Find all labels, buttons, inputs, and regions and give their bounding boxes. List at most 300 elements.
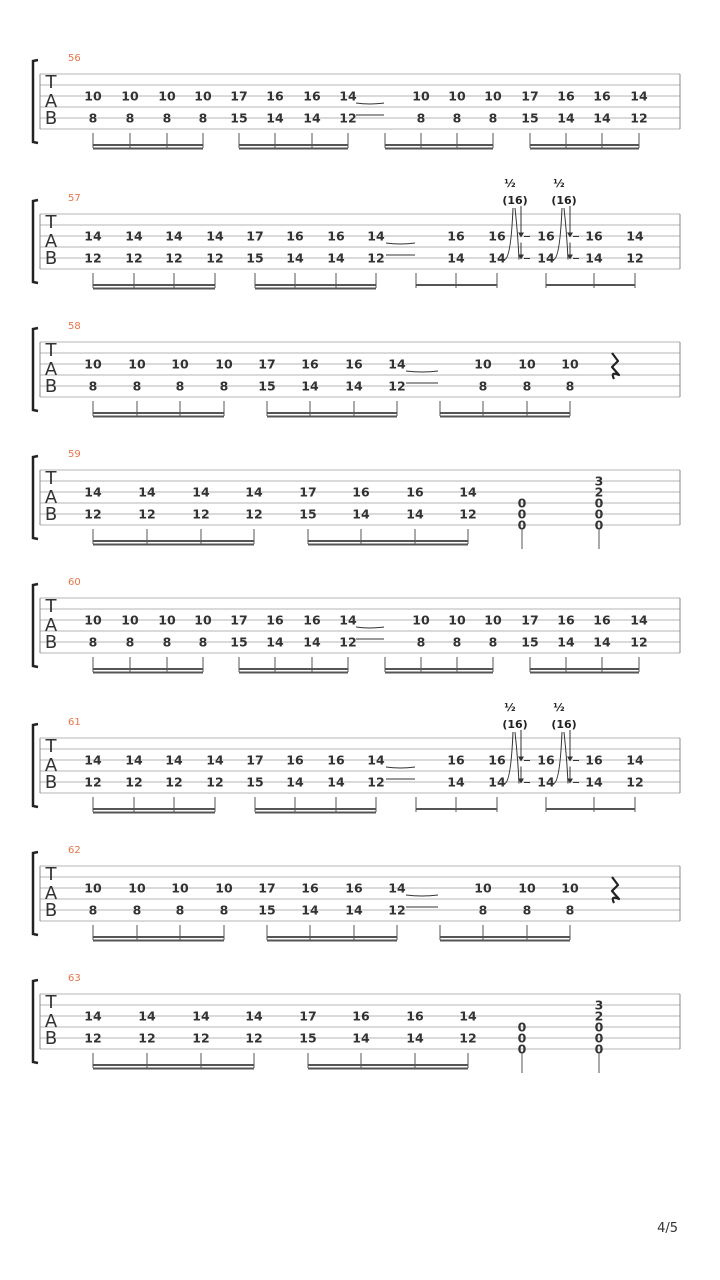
tab-system [33, 321, 680, 418]
fret-number: 14 [459, 484, 477, 500]
system-brace [33, 200, 38, 283]
fret-number: 8 [88, 378, 98, 394]
beam [255, 808, 376, 810]
fret-number: 12 [459, 506, 477, 522]
bend-amount: ½ [553, 177, 565, 190]
system-brace [33, 852, 38, 935]
fret-number: 14 [447, 250, 465, 266]
beam [93, 284, 215, 286]
fret-number: 0 [594, 495, 604, 511]
fret-number: 3 [594, 997, 604, 1013]
fret-number: 16 [345, 356, 363, 372]
fret-number: 14 [125, 228, 143, 244]
fret-number: 12 [339, 634, 357, 650]
fret-number: 14 [303, 634, 321, 650]
fret-number: 16 [585, 752, 603, 768]
fret-number: 14 [345, 902, 363, 918]
measure-number: 60 [68, 577, 81, 588]
fret-number: 14 [84, 752, 102, 768]
fret-number: 17 [258, 880, 276, 896]
fret-number: 15 [299, 506, 317, 522]
fret-number: 0 [517, 517, 527, 533]
fret-number: 8 [88, 902, 98, 918]
fret-number: 8 [522, 902, 532, 918]
fret-number: 12 [367, 774, 385, 790]
tab-clef-letter: B [44, 632, 58, 653]
beam [385, 672, 493, 674]
beam [416, 284, 497, 286]
fret-number: 8 [175, 902, 185, 918]
tab-clef-letter: B [44, 772, 58, 793]
fret-number: 15 [246, 774, 264, 790]
beam [93, 940, 224, 942]
beam [239, 148, 348, 150]
tab-clef-letter: T [45, 596, 57, 617]
fret-number: 12 [84, 250, 102, 266]
fret-number: 14 [339, 612, 357, 628]
beam [93, 544, 254, 546]
fret-number: 10 [412, 88, 430, 104]
fret-number: 12 [192, 1030, 210, 1046]
bend-amount: ½ [504, 701, 516, 714]
fret-number: 8 [198, 634, 208, 650]
fret-number: 10 [215, 880, 233, 896]
beam [416, 808, 497, 810]
bend-arrowhead [567, 757, 573, 762]
beam [255, 812, 376, 814]
beam [308, 1064, 468, 1066]
fret-number: 14 [339, 88, 357, 104]
fret-number: 14 [630, 612, 648, 628]
fret-number: 14 [593, 110, 611, 126]
bend-prebend: (16) [502, 194, 528, 207]
fret-number: 14 [245, 1008, 263, 1024]
fret-number: 10 [84, 88, 102, 104]
fret-number: 16 [488, 752, 506, 768]
fret-number: 16 [488, 228, 506, 244]
fret-number: 16 [266, 88, 284, 104]
fret-number: 12 [339, 110, 357, 126]
fret-number: 17 [521, 88, 539, 104]
bend-amount: ½ [553, 701, 565, 714]
fret-number: 17 [246, 228, 264, 244]
bend-curve [515, 208, 519, 260]
beam [440, 416, 570, 418]
fret-number: 8 [416, 110, 426, 126]
fret-number: 17 [246, 752, 264, 768]
bend-arrowhead [518, 233, 524, 238]
fret-number: 16 [327, 752, 345, 768]
fret-number: 10 [171, 880, 189, 896]
fret-number: 12 [626, 250, 644, 266]
fret-number: 10 [128, 880, 146, 896]
bend-prebend: (16) [551, 194, 577, 207]
page-number: 4/5 [657, 1221, 678, 1236]
tab-clef-letter: T [45, 992, 57, 1013]
tab-clef-letter: A [44, 91, 58, 112]
fret-number: 8 [478, 902, 488, 918]
fret-number: 8 [132, 902, 142, 918]
fret-number: 16 [447, 752, 465, 768]
beam [93, 288, 215, 290]
tab-clef-letter: B [44, 1028, 58, 1049]
fret-number: 16 [303, 612, 321, 628]
fret-number: 16 [585, 228, 603, 244]
beam [239, 144, 348, 146]
tab-clef-letter: T [45, 468, 57, 489]
fret-number: 2 [594, 484, 604, 500]
fret-number: 15 [246, 250, 264, 266]
fret-number: 14 [626, 752, 644, 768]
fret-number: 10 [518, 356, 536, 372]
fret-number: 0 [594, 1041, 604, 1057]
fret-number: 14 [84, 484, 102, 500]
fret-number: 16 [406, 484, 424, 500]
tab-system [33, 577, 680, 674]
beam [239, 672, 348, 674]
beam [308, 1068, 468, 1070]
fret-number: 14 [459, 1008, 477, 1024]
bend-arrowhead [518, 757, 524, 762]
tab-clef-letter: T [45, 212, 57, 233]
fret-number: 16 [301, 880, 319, 896]
fret-number: 16 [537, 752, 555, 768]
fret-number: 10 [448, 88, 466, 104]
beam [308, 540, 468, 542]
measure-number: 59 [68, 449, 81, 460]
fret-number: 14 [406, 1030, 424, 1046]
bend-arrowhead [567, 233, 573, 238]
fret-number: 16 [345, 880, 363, 896]
fret-number: 15 [521, 110, 539, 126]
beam [93, 1064, 254, 1066]
bend-curve [554, 732, 562, 784]
bend-curve [505, 732, 513, 784]
fret-number: 16 [447, 228, 465, 244]
fret-number: 8 [132, 378, 142, 394]
fret-number: 16 [352, 484, 370, 500]
tab-clef-letter: B [44, 900, 58, 921]
tab-clef-letter: T [45, 72, 57, 93]
beam [267, 940, 397, 942]
fret-number: 10 [171, 356, 189, 372]
bend-curve [564, 732, 568, 784]
fret-number: 10 [474, 356, 492, 372]
beam [93, 416, 224, 418]
tab-clef-letter: A [44, 1011, 58, 1032]
beam [546, 284, 635, 286]
fret-number: 16 [557, 88, 575, 104]
fret-number: 15 [230, 634, 248, 650]
fret-number: 14 [192, 1008, 210, 1024]
tab-clef-letter: T [45, 736, 57, 757]
fret-number: 8 [198, 110, 208, 126]
fret-number: 10 [484, 612, 502, 628]
measure-number: 63 [68, 973, 81, 984]
fret-number: 14 [537, 774, 555, 790]
fret-number: 17 [258, 356, 276, 372]
fret-number: 14 [593, 634, 611, 650]
fret-number: 12 [630, 634, 648, 650]
fret-number: 12 [138, 506, 156, 522]
fret-number: 0 [594, 517, 604, 533]
fret-number: 16 [301, 356, 319, 372]
fret-number: 8 [478, 378, 488, 394]
bend-curve [564, 208, 568, 260]
fret-number: 12 [165, 774, 183, 790]
tab-system [33, 449, 680, 549]
slur-mark [406, 371, 438, 372]
measure-number: 61 [68, 717, 81, 728]
fret-number: 16 [286, 228, 304, 244]
fret-number: 14 [388, 356, 406, 372]
fret-number: 12 [84, 1030, 102, 1046]
fret-number: 12 [206, 774, 224, 790]
fret-number: 14 [266, 110, 284, 126]
fret-number: 14 [245, 484, 263, 500]
tab-clef-letter: T [45, 340, 57, 361]
fret-number: 8 [88, 110, 98, 126]
beam [385, 144, 493, 146]
fret-number: 14 [138, 1008, 156, 1024]
fret-number: 17 [299, 484, 317, 500]
system-brace [33, 584, 38, 667]
fret-number: 14 [345, 378, 363, 394]
bend-amount: ½ [504, 177, 516, 190]
fret-number: 16 [303, 88, 321, 104]
fret-number: 12 [388, 378, 406, 394]
fret-number: 0 [594, 506, 604, 522]
fret-number: 14 [165, 228, 183, 244]
beam [93, 144, 203, 146]
beam [93, 412, 224, 414]
fret-number: 14 [388, 880, 406, 896]
fret-number: 12 [626, 774, 644, 790]
fret-number: 8 [125, 110, 135, 126]
tab-clef-letter: B [44, 248, 58, 269]
beam [267, 416, 397, 418]
tab-clef-letter: A [44, 231, 58, 252]
beam [93, 668, 203, 670]
fret-number: 10 [194, 612, 212, 628]
beam [530, 672, 639, 674]
measure-number: 58 [68, 321, 81, 332]
tab-clef-letter: A [44, 359, 58, 380]
fret-number: 14 [327, 774, 345, 790]
system-brace [33, 980, 38, 1063]
fret-number: 8 [162, 634, 172, 650]
fret-number: 12 [245, 1030, 263, 1046]
beam [530, 148, 639, 150]
tab-system [33, 177, 680, 290]
fret-number: 14 [367, 228, 385, 244]
fret-number: 16 [557, 612, 575, 628]
fret-number: 14 [630, 88, 648, 104]
tab-system [33, 53, 680, 150]
fret-number: 8 [416, 634, 426, 650]
tab-clef-letter: B [44, 376, 58, 397]
fret-number: 16 [537, 228, 555, 244]
fret-number: 10 [128, 356, 146, 372]
fret-number: 0 [517, 495, 527, 511]
beam [93, 148, 203, 150]
fret-number: 14 [488, 774, 506, 790]
tab-clef-letter: A [44, 883, 58, 904]
fret-number: 10 [84, 880, 102, 896]
fret-number: 10 [484, 88, 502, 104]
beam [93, 672, 203, 674]
fret-number: 0 [517, 1030, 527, 1046]
system-brace [33, 724, 38, 807]
fret-number: 10 [84, 612, 102, 628]
fret-number: 12 [125, 774, 143, 790]
fret-number: 14 [84, 1008, 102, 1024]
slur-mark [356, 627, 384, 628]
fret-number: 0 [517, 1041, 527, 1057]
fret-number: 8 [565, 378, 575, 394]
fret-number: 8 [488, 634, 498, 650]
beam [440, 412, 570, 414]
fret-number: 14 [206, 752, 224, 768]
fret-number: 10 [474, 880, 492, 896]
fret-number: 14 [557, 634, 575, 650]
fret-number: 16 [352, 1008, 370, 1024]
fret-number: 14 [301, 378, 319, 394]
fret-number: 14 [327, 250, 345, 266]
tab-system [33, 701, 680, 814]
fret-number: 14 [447, 774, 465, 790]
fret-number: 14 [352, 506, 370, 522]
fret-number: 14 [286, 250, 304, 266]
tab-system [33, 845, 680, 942]
fret-number: 10 [121, 612, 139, 628]
beam [440, 940, 570, 942]
fret-number: 12 [367, 250, 385, 266]
fret-number: 12 [630, 110, 648, 126]
slur-mark [386, 243, 415, 244]
fret-number: 14 [301, 902, 319, 918]
beam [530, 144, 639, 146]
fret-number: 0 [517, 506, 527, 522]
beam [385, 668, 493, 670]
fret-number: 12 [206, 250, 224, 266]
fret-number: 16 [593, 612, 611, 628]
bend-curve [554, 208, 562, 260]
bend-prebend: (16) [551, 718, 577, 731]
fret-number: 10 [158, 612, 176, 628]
fret-number: 10 [215, 356, 233, 372]
bend-curve [505, 208, 513, 260]
measure-number: 56 [68, 53, 81, 64]
beam [267, 936, 397, 938]
beam [440, 936, 570, 938]
fret-number: 14 [165, 752, 183, 768]
beam [93, 540, 254, 542]
fret-number: 0 [594, 1030, 604, 1046]
fret-number: 8 [175, 378, 185, 394]
fret-number: 10 [412, 612, 430, 628]
fret-number: 12 [245, 506, 263, 522]
tab-clef-letter: B [44, 504, 58, 525]
system-brace [33, 456, 38, 539]
measure-number: 57 [68, 193, 81, 204]
fret-number: 14 [488, 250, 506, 266]
fret-number: 2 [594, 1008, 604, 1024]
fret-number: 15 [521, 634, 539, 650]
beam [267, 412, 397, 414]
fret-number: 10 [121, 88, 139, 104]
fret-number: 8 [452, 634, 462, 650]
tab-clef-letter: B [44, 108, 58, 129]
fret-number: 15 [299, 1030, 317, 1046]
fret-number: 16 [286, 752, 304, 768]
fret-number: 10 [561, 880, 579, 896]
fret-number: 12 [138, 1030, 156, 1046]
beam [546, 808, 635, 810]
bend-prebend: (16) [502, 718, 528, 731]
fret-number: 15 [258, 902, 276, 918]
fret-number: 10 [194, 88, 212, 104]
fret-number: 10 [158, 88, 176, 104]
beam [239, 668, 348, 670]
fret-number: 14 [84, 228, 102, 244]
fret-number: 8 [162, 110, 172, 126]
fret-number: 14 [266, 634, 284, 650]
fret-number: 14 [367, 752, 385, 768]
beam [530, 668, 639, 670]
tab-system [33, 973, 680, 1073]
fret-number: 8 [125, 634, 135, 650]
beam [255, 288, 376, 290]
tab-clef-letter: A [44, 487, 58, 508]
fret-number: 8 [452, 110, 462, 126]
fret-number: 12 [84, 774, 102, 790]
fret-number: 8 [488, 110, 498, 126]
fret-number: 8 [565, 902, 575, 918]
fret-number: 14 [286, 774, 304, 790]
beam [255, 284, 376, 286]
beam [93, 808, 215, 810]
tab-clef-letter: A [44, 615, 58, 636]
fret-number: 14 [585, 774, 603, 790]
fret-number: 17 [521, 612, 539, 628]
fret-number: 16 [593, 88, 611, 104]
fret-number: 8 [522, 378, 532, 394]
fret-number: 3 [594, 473, 604, 489]
fret-number: 14 [626, 228, 644, 244]
fret-number: 14 [537, 250, 555, 266]
fret-number: 16 [406, 1008, 424, 1024]
fret-number: 17 [230, 612, 248, 628]
fret-number: 15 [230, 110, 248, 126]
fret-number: 14 [557, 110, 575, 126]
fret-number: 12 [125, 250, 143, 266]
fret-number: 12 [192, 506, 210, 522]
fret-number: 0 [517, 1019, 527, 1035]
fret-number: 10 [518, 880, 536, 896]
fret-number: 0 [594, 1019, 604, 1035]
fret-number: 12 [84, 506, 102, 522]
fret-number: 14 [206, 228, 224, 244]
tab-clef-letter: A [44, 755, 58, 776]
fret-number: 14 [138, 484, 156, 500]
fret-number: 8 [219, 902, 229, 918]
slur-mark [406, 895, 438, 896]
fret-number: 14 [406, 506, 424, 522]
slur-mark [386, 767, 415, 768]
fret-number: 16 [327, 228, 345, 244]
fret-number: 17 [299, 1008, 317, 1024]
